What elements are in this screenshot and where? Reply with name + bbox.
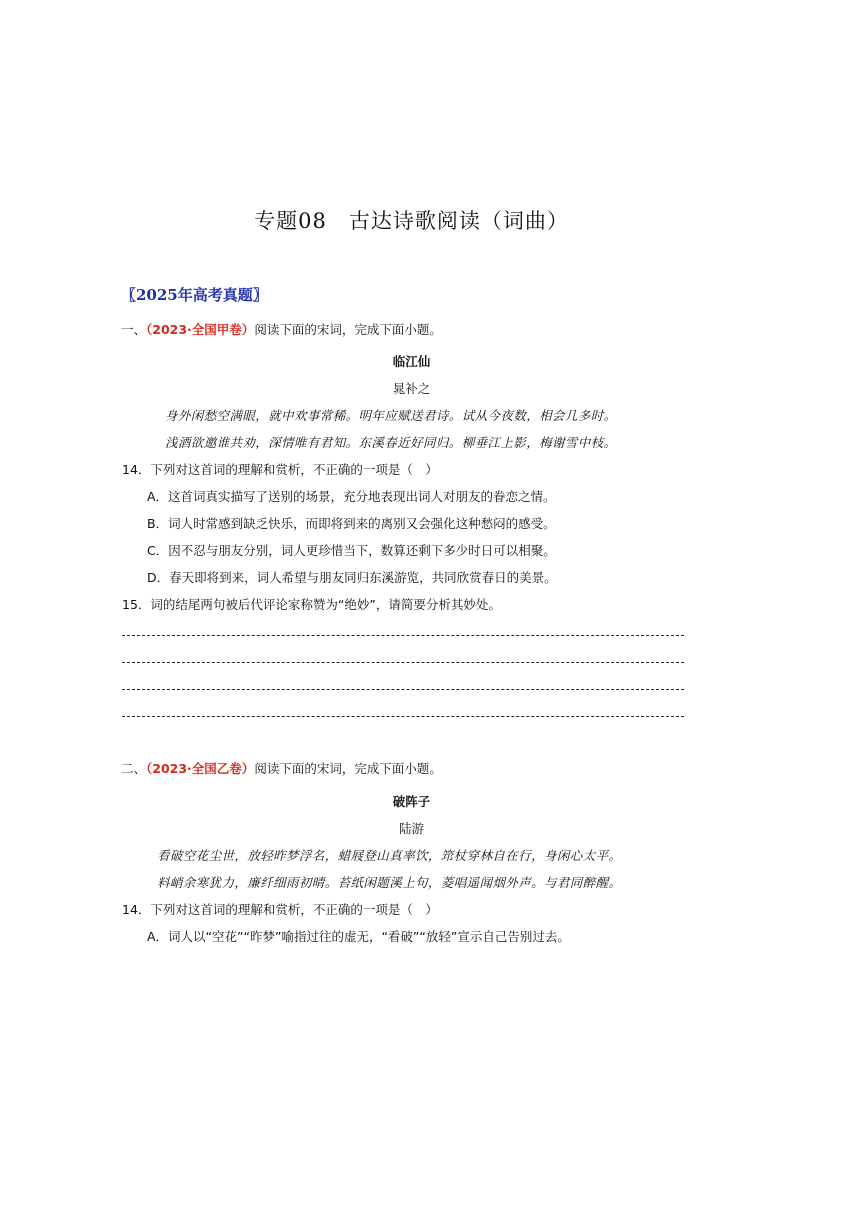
option-a: A．这首词真实描写了送别的场景，充分地表现出词人对朋友的眷恋之情。	[147, 489, 556, 504]
answer-line[interactable]	[122, 635, 684, 636]
poem-line: 身外闲愁空满眼，就中欢事常稀。明年应赋送君诗。试从今夜数，相会几多时。	[165, 408, 617, 423]
poem-title: 破阵子	[392, 794, 431, 809]
answer-line[interactable]	[122, 662, 684, 663]
page-title: 专题08 古达诗歌阅读（词曲）	[254, 209, 569, 233]
option-c: C．因不忍与朋友分别，词人更珍惜当下，数算还剩下多少时日可以相聚。	[147, 543, 556, 558]
poem-line: 浅酒欲邀谁共劝，深情唯有君知。东溪春近好同归。柳垂江上影，梅谢雪中枝。	[165, 435, 617, 450]
question-instruction: 阅读下面的宋词，完成下面小题。	[254, 322, 442, 337]
sub-question-15: 15．词的结尾两句被后代评论家称赞为“绝妙”，请简要分析其妙处。	[122, 597, 501, 612]
question-instruction: 阅读下面的宋词，完成下面小题。	[254, 761, 442, 776]
question-source: （2023·全国乙卷）	[146, 761, 255, 776]
question-1-header	[121, 320, 442, 338]
sub-question-14: 14．下列对这首词的理解和赏析，不正确的一项是（ ）	[122, 902, 438, 917]
question-2-header	[121, 759, 442, 777]
option-d: D．春天即将到来，词人希望与朋友同归东溪游览，共同欣赏春日的美景。	[147, 570, 557, 585]
poem-author: 陆游	[398, 821, 424, 836]
poem-line: 看破空花尘世，放轻昨梦浮名，蜡屐登山真率饮，筇杖穿林自在行，身闲心太平。	[157, 848, 622, 863]
poem-title: 临江仙	[392, 354, 431, 369]
question-source: （2023·全国甲卷）	[146, 322, 255, 337]
answer-line[interactable]	[122, 716, 684, 717]
answer-line[interactable]	[122, 689, 684, 690]
question-number: 一、	[121, 322, 147, 337]
question-number: 二、	[121, 761, 147, 776]
option-a: A．词人以“空花”“昨梦”喻指过往的虚无，“看破”“放轻”宣示自己告别过去。	[147, 929, 570, 944]
poem-line: 料峭余寒犹力，廉纤细雨初晴。苔纸闲题溪上句，菱唱遥闻烟外声。与君同醉醒。	[157, 875, 622, 890]
sub-question-14: 14．下列对这首词的理解和赏析，不正确的一项是（ ）	[122, 462, 438, 477]
option-b: B．词人时常感到缺乏快乐，而即将到来的离别又会强化这种愁闷的感受。	[147, 516, 556, 531]
poem-author: 晁补之	[392, 381, 431, 396]
section-heading: 〖2025年高考真题〗	[121, 286, 268, 304]
